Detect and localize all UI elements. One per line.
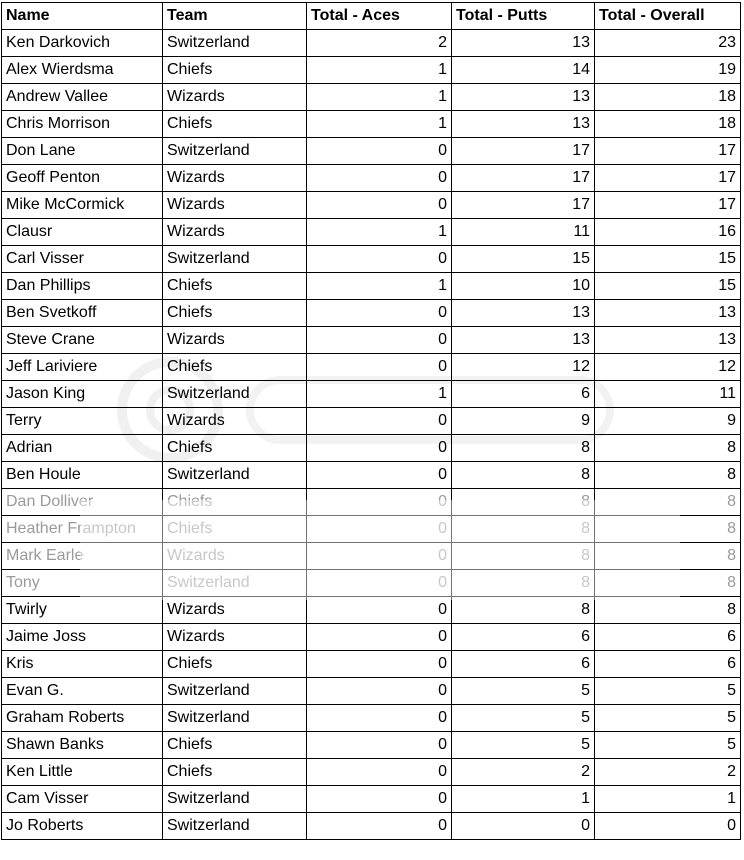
cell-total-putts: 10 bbox=[452, 273, 595, 300]
cell-total-overall: 8 bbox=[595, 543, 741, 570]
cell-team: Switzerland bbox=[163, 570, 307, 597]
cell-total-aces: 1 bbox=[307, 381, 452, 408]
cell-total-aces: 1 bbox=[307, 111, 452, 138]
cell-name: Geoff Penton bbox=[2, 165, 163, 192]
cell-total-aces: 1 bbox=[307, 273, 452, 300]
table-row bbox=[2, 192, 741, 219]
cell-total-putts: 13 bbox=[452, 30, 595, 57]
cell-team: Chiefs bbox=[163, 489, 307, 516]
cell-total-putts: 8 bbox=[452, 435, 595, 462]
cell-team: Chiefs bbox=[163, 300, 307, 327]
table-row bbox=[2, 219, 741, 246]
cell-total-putts: 1 bbox=[452, 786, 595, 813]
cell-name: Evan G. bbox=[2, 678, 163, 705]
cell-team: Wizards bbox=[163, 597, 307, 624]
cell-total-overall: 15 bbox=[595, 246, 741, 273]
cell-total-overall: 8 bbox=[595, 489, 741, 516]
cell-total-overall: 19 bbox=[595, 57, 741, 84]
cell-name: Steve Crane bbox=[2, 327, 163, 354]
table-row bbox=[2, 165, 741, 192]
cell-total-aces: 1 bbox=[307, 219, 452, 246]
cell-team: Wizards bbox=[163, 327, 307, 354]
cell-total-overall: 17 bbox=[595, 165, 741, 192]
cell-total-aces: 0 bbox=[307, 435, 452, 462]
table-row bbox=[2, 651, 741, 678]
cell-name: Heather Frampton bbox=[2, 516, 163, 543]
cell-total-aces: 0 bbox=[307, 489, 452, 516]
cell-total-aces: 0 bbox=[307, 354, 452, 381]
cell-total-overall: 13 bbox=[595, 327, 741, 354]
header-team: Team bbox=[163, 3, 307, 30]
cell-team: Wizards bbox=[163, 219, 307, 246]
cell-team: Switzerland bbox=[163, 813, 307, 840]
cell-total-overall: 8 bbox=[595, 462, 741, 489]
cell-total-overall: 12 bbox=[595, 354, 741, 381]
cell-total-aces: 0 bbox=[307, 138, 452, 165]
cell-total-aces: 0 bbox=[307, 327, 452, 354]
cell-total-putts: 17 bbox=[452, 165, 595, 192]
table-row bbox=[2, 57, 741, 84]
cell-name: Dan Dolliver bbox=[2, 489, 163, 516]
cell-name: Mark Earle bbox=[2, 543, 163, 570]
cell-name: Ben Svetkoff bbox=[2, 300, 163, 327]
cell-total-aces: 1 bbox=[307, 84, 452, 111]
cell-team: Chiefs bbox=[163, 732, 307, 759]
table-row bbox=[2, 327, 741, 354]
cell-team: Wizards bbox=[163, 165, 307, 192]
cell-total-putts: 15 bbox=[452, 246, 595, 273]
cell-total-aces: 2 bbox=[307, 30, 452, 57]
cell-total-putts: 11 bbox=[452, 219, 595, 246]
cell-total-aces: 0 bbox=[307, 543, 452, 570]
cell-team: Switzerland bbox=[163, 678, 307, 705]
cell-total-aces: 0 bbox=[307, 624, 452, 651]
cell-total-overall: 1 bbox=[595, 786, 741, 813]
table-body bbox=[2, 30, 741, 840]
cell-name: Alex Wierdsma bbox=[2, 57, 163, 84]
table-row bbox=[2, 759, 741, 786]
table-row bbox=[2, 489, 741, 516]
cell-total-overall: 11 bbox=[595, 381, 741, 408]
cell-name: Jo Roberts bbox=[2, 813, 163, 840]
cell-team: Switzerland bbox=[163, 138, 307, 165]
cell-total-aces: 0 bbox=[307, 408, 452, 435]
table-row bbox=[2, 138, 741, 165]
cell-total-putts: 8 bbox=[452, 543, 595, 570]
table-row bbox=[2, 516, 741, 543]
cell-name: Jeff Lariviere bbox=[2, 354, 163, 381]
cell-name: Don Lane bbox=[2, 138, 163, 165]
cell-name: Jason King bbox=[2, 381, 163, 408]
cell-team: Wizards bbox=[163, 624, 307, 651]
cell-total-putts: 17 bbox=[452, 192, 595, 219]
table-row bbox=[2, 30, 741, 57]
table-row bbox=[2, 570, 741, 597]
cell-name: Terry bbox=[2, 408, 163, 435]
cell-total-aces: 0 bbox=[307, 786, 452, 813]
cell-total-putts: 5 bbox=[452, 705, 595, 732]
cell-total-aces: 0 bbox=[307, 705, 452, 732]
cell-team: Switzerland bbox=[163, 381, 307, 408]
cell-name: Twirly bbox=[2, 597, 163, 624]
cell-total-overall: 2 bbox=[595, 759, 741, 786]
cell-team: Chiefs bbox=[163, 111, 307, 138]
cell-total-overall: 23 bbox=[595, 30, 741, 57]
cell-total-putts: 17 bbox=[452, 138, 595, 165]
cell-total-putts: 6 bbox=[452, 624, 595, 651]
cell-total-overall: 6 bbox=[595, 624, 741, 651]
cell-total-overall: 16 bbox=[595, 219, 741, 246]
cell-team: Chiefs bbox=[163, 435, 307, 462]
cell-total-aces: 0 bbox=[307, 813, 452, 840]
cell-total-putts: 8 bbox=[452, 489, 595, 516]
cell-total-putts: 9 bbox=[452, 408, 595, 435]
cell-total-overall: 9 bbox=[595, 408, 741, 435]
cell-total-aces: 0 bbox=[307, 462, 452, 489]
cell-total-putts: 13 bbox=[452, 111, 595, 138]
cell-name: Cam Visser bbox=[2, 786, 163, 813]
table-row bbox=[2, 354, 741, 381]
cell-total-overall: 5 bbox=[595, 678, 741, 705]
cell-total-putts: 6 bbox=[452, 651, 595, 678]
cell-name: Chris Morrison bbox=[2, 111, 163, 138]
cell-total-overall: 18 bbox=[595, 111, 741, 138]
cell-team: Switzerland bbox=[163, 30, 307, 57]
cell-total-overall: 8 bbox=[595, 435, 741, 462]
table-row bbox=[2, 678, 741, 705]
cell-team: Wizards bbox=[163, 408, 307, 435]
header-total-overall: Total - Overall bbox=[595, 3, 741, 30]
cell-total-overall: 13 bbox=[595, 300, 741, 327]
cell-total-putts: 5 bbox=[452, 732, 595, 759]
header-name: Name bbox=[2, 3, 163, 30]
cell-team: Chiefs bbox=[163, 651, 307, 678]
cell-team: Chiefs bbox=[163, 57, 307, 84]
cell-total-overall: 5 bbox=[595, 732, 741, 759]
table-row bbox=[2, 408, 741, 435]
cell-total-aces: 0 bbox=[307, 516, 452, 543]
header-total-putts: Total - Putts bbox=[452, 3, 595, 30]
header-row bbox=[2, 3, 741, 30]
cell-name: Carl Visser bbox=[2, 246, 163, 273]
cell-total-aces: 0 bbox=[307, 759, 452, 786]
header-total-aces: Total - Aces bbox=[307, 3, 452, 30]
table-row bbox=[2, 381, 741, 408]
cell-name: Adrian bbox=[2, 435, 163, 462]
table-row bbox=[2, 813, 741, 840]
table-row bbox=[2, 732, 741, 759]
scores-table bbox=[1, 2, 741, 840]
cell-total-aces: 0 bbox=[307, 732, 452, 759]
table-row bbox=[2, 462, 741, 489]
cell-team: Chiefs bbox=[163, 354, 307, 381]
table-row bbox=[2, 111, 741, 138]
table-row bbox=[2, 543, 741, 570]
cell-team: Switzerland bbox=[163, 786, 307, 813]
table-row bbox=[2, 273, 741, 300]
cell-total-aces: 0 bbox=[307, 651, 452, 678]
table-row bbox=[2, 300, 741, 327]
cell-total-aces: 0 bbox=[307, 300, 452, 327]
cell-total-overall: 18 bbox=[595, 84, 741, 111]
cell-team: Chiefs bbox=[163, 516, 307, 543]
cell-name: Kris bbox=[2, 651, 163, 678]
cell-team: Wizards bbox=[163, 84, 307, 111]
table-row bbox=[2, 84, 741, 111]
cell-total-putts: 2 bbox=[452, 759, 595, 786]
cell-team: Switzerland bbox=[163, 246, 307, 273]
cell-total-putts: 0 bbox=[452, 813, 595, 840]
spreadsheet bbox=[1, 2, 741, 840]
cell-name: Clausr bbox=[2, 219, 163, 246]
cell-total-putts: 6 bbox=[452, 381, 595, 408]
cell-total-overall: 17 bbox=[595, 138, 741, 165]
cell-total-overall: 8 bbox=[595, 516, 741, 543]
cell-total-putts: 12 bbox=[452, 354, 595, 381]
table-row bbox=[2, 435, 741, 462]
cell-name: Andrew Vallee bbox=[2, 84, 163, 111]
cell-total-putts: 13 bbox=[452, 84, 595, 111]
cell-total-overall: 0 bbox=[595, 813, 741, 840]
cell-total-overall: 5 bbox=[595, 705, 741, 732]
table-row bbox=[2, 246, 741, 273]
table-row bbox=[2, 705, 741, 732]
cell-total-aces: 0 bbox=[307, 678, 452, 705]
cell-name: Ken Little bbox=[2, 759, 163, 786]
cell-name: Dan Phillips bbox=[2, 273, 163, 300]
cell-total-putts: 14 bbox=[452, 57, 595, 84]
table-row bbox=[2, 624, 741, 651]
cell-name: Graham Roberts bbox=[2, 705, 163, 732]
cell-total-aces: 0 bbox=[307, 597, 452, 624]
cell-name: Ben Houle bbox=[2, 462, 163, 489]
cell-total-overall: 15 bbox=[595, 273, 741, 300]
cell-name: Mike McCormick bbox=[2, 192, 163, 219]
cell-total-overall: 8 bbox=[595, 570, 741, 597]
cell-total-putts: 13 bbox=[452, 327, 595, 354]
cell-name: Tony bbox=[2, 570, 163, 597]
cell-total-aces: 0 bbox=[307, 165, 452, 192]
cell-total-overall: 17 bbox=[595, 192, 741, 219]
cell-total-putts: 5 bbox=[452, 678, 595, 705]
cell-team: Chiefs bbox=[163, 273, 307, 300]
cell-name: Shawn Banks bbox=[2, 732, 163, 759]
cell-team: Wizards bbox=[163, 192, 307, 219]
cell-team: Chiefs bbox=[163, 759, 307, 786]
table-row bbox=[2, 786, 741, 813]
cell-name: Jaime Joss bbox=[2, 624, 163, 651]
cell-total-putts: 8 bbox=[452, 516, 595, 543]
table-row bbox=[2, 597, 741, 624]
cell-total-putts: 8 bbox=[452, 570, 595, 597]
cell-total-aces: 1 bbox=[307, 57, 452, 84]
cell-total-putts: 8 bbox=[452, 597, 595, 624]
cell-total-overall: 8 bbox=[595, 597, 741, 624]
cell-total-aces: 0 bbox=[307, 192, 452, 219]
cell-team: Switzerland bbox=[163, 705, 307, 732]
cell-team: Switzerland bbox=[163, 462, 307, 489]
cell-name: Ken Darkovich bbox=[2, 30, 163, 57]
cell-total-overall: 6 bbox=[595, 651, 741, 678]
cell-team: Wizards bbox=[163, 543, 307, 570]
cell-total-putts: 13 bbox=[452, 300, 595, 327]
cell-total-aces: 0 bbox=[307, 246, 452, 273]
cell-total-aces: 0 bbox=[307, 570, 452, 597]
cell-total-putts: 8 bbox=[452, 462, 595, 489]
